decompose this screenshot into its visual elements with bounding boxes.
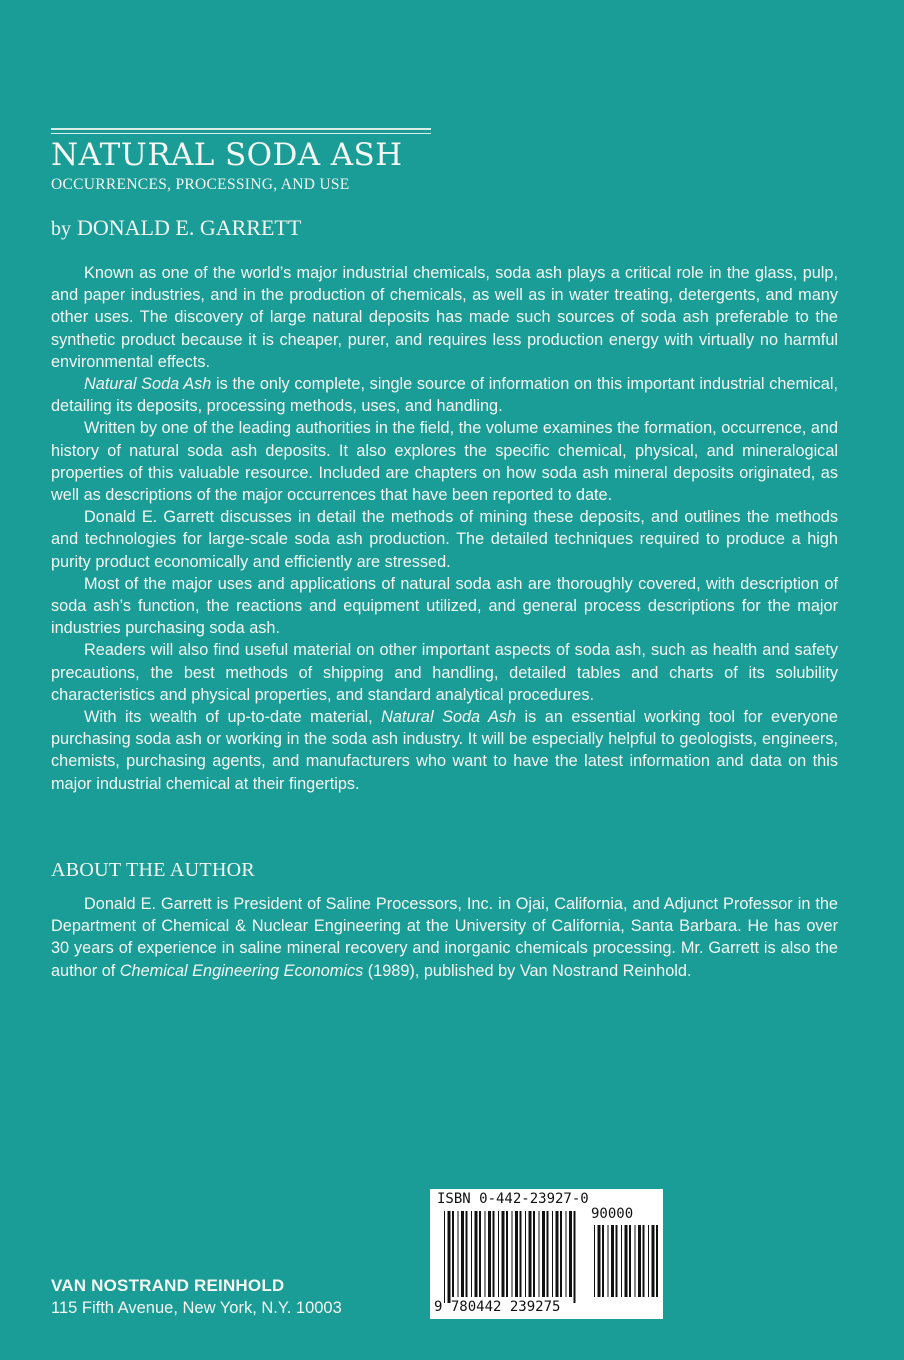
about-author-paragraph <box>51 893 838 982</box>
publisher-name: VAN NOSTRAND REINHOLD <box>51 1276 285 1295</box>
author-name: DONALD E. GARRETT <box>77 215 302 240</box>
barcode-bar <box>529 1211 532 1297</box>
barcode-bar <box>629 1225 631 1297</box>
description-paragraph-6: Readers will also find useful material on other important aspects of soda ash, such as health and safety precautions, the best methods of shipping and handling, detailed tables and charts of its solubility characteristics and physical properties, and standard analytical procedures. <box>51 641 838 704</box>
publisher-block <box>51 1275 342 1319</box>
book-description <box>51 262 838 795</box>
book-title-italic: Natural Soda Ash <box>381 708 517 727</box>
about-author <box>51 893 838 982</box>
book-title: NATURAL SODA ASH <box>51 137 403 173</box>
barcode-bar <box>635 1225 636 1297</box>
barcode-bar <box>502 1211 505 1297</box>
barcode-bar <box>566 1211 567 1297</box>
about-author-heading: ABOUT THE AUTHOR <box>51 859 256 881</box>
book-title-italic: Natural Soda Ash <box>84 375 212 394</box>
barcode-bar <box>452 1211 454 1297</box>
description-paragraph-7-start: With its wealth of up-to-date material, <box>84 708 382 727</box>
barcode-bar <box>598 1225 601 1297</box>
barcode-bar <box>556 1211 559 1297</box>
barcode-bar <box>656 1225 658 1297</box>
barcode-bar <box>569 1211 572 1297</box>
addon-bars <box>594 1225 658 1297</box>
barcode-bar <box>638 1225 641 1297</box>
barcode-bar <box>520 1211 522 1297</box>
description-paragraph-2-text: is the only complete, single source of information on this important industrial chemical, detailing its deposits, processing methods, uses, and handling. <box>51 375 838 416</box>
barcode-bar <box>611 1225 614 1297</box>
barcode-bar <box>552 1211 553 1297</box>
barcode-bar <box>488 1211 491 1297</box>
barcode-bar <box>466 1211 468 1297</box>
description-paragraph-2 <box>51 373 838 417</box>
title-block <box>51 128 431 195</box>
barcode-bar <box>458 1211 459 1297</box>
book-subtitle: OCCURRENCES, PROCESSING, AND USE <box>51 176 350 193</box>
byline-prefix: by <box>51 218 71 240</box>
barcode-bar <box>479 1211 481 1297</box>
barcode-bar <box>461 1211 464 1297</box>
barcode-bar <box>448 1211 451 1303</box>
publisher-address: 115 Fifth Avenue, New York, N.Y. 10003 <box>51 1299 342 1317</box>
barcode-bar <box>574 1211 576 1303</box>
description-paragraph-7-text: is an essential working tool for everyone purchasing soda ash or working in the soda ash industry. It will be especially helpful to geologists, engineers, chemists, purchasing agents, and manufacturers who want to have the latest information and data on this major industrial chemical at their fingertips. <box>51 708 838 793</box>
barcode-bar <box>444 1211 445 1303</box>
title-top-rule-thin <box>51 133 431 134</box>
barcode-bar <box>512 1211 513 1297</box>
barcode-bar <box>498 1211 499 1297</box>
barcode-bar <box>594 1225 595 1297</box>
isbn-label: ISBN 0-442-23927-0 <box>437 1191 589 1207</box>
barcode-bar <box>493 1211 495 1297</box>
barcode-bar <box>643 1225 645 1297</box>
barcode-bar <box>485 1211 486 1297</box>
barcode-bar <box>608 1225 609 1297</box>
barcode-bar <box>525 1211 526 1297</box>
barcode-addon-number: 90000 <box>591 1206 634 1222</box>
barcode-bar <box>621 1225 622 1297</box>
barcode-bar <box>602 1225 604 1297</box>
description-paragraph-7 <box>51 706 838 795</box>
title-top-rule <box>51 128 431 130</box>
about-text-start: Donald E. Garrett is President of Saline Processors, Inc. in Ojai, California, and Adjunct Professor in the Department of Chemical & Nuclear Engineering at the University of California, Santa Barbara. He has over 30 years of experience in saline mineral recovery and inorganic chemicals processing. Mr. Garrett is also the author of <box>51 895 838 980</box>
barcode-bar <box>542 1211 545 1297</box>
barcode-bar <box>616 1225 618 1297</box>
barcode-bar <box>539 1211 540 1297</box>
description-paragraph-5: Most of the major uses and applications of natural soda ash are thoroughly covered, with description of soda ash’s function, the reactions and equipment utilized, and general process descriptions for the major industries purchasing soda ash. <box>51 574 838 638</box>
barcode-bar <box>547 1211 549 1297</box>
barcode-bar <box>471 1211 472 1297</box>
barcode-bar <box>506 1211 508 1297</box>
barcode-bar <box>475 1211 478 1297</box>
about-text-end: (1989), published by Van Nostrand Reinhold. <box>363 961 692 980</box>
ean-bars <box>444 1211 576 1303</box>
barcode-bar <box>652 1225 655 1297</box>
barcode-bar <box>648 1225 649 1297</box>
description-paragraph-3: Written by one of the leading authorities in the field, the volume examines the formation, occurrence, and history of natural soda ash deposits. It also explores the specific chemical, physical, and mineralogical properties of this valuable resource. Included are chapters on how soda ash mineral deposits originated, as well as descriptions of the major occurrences that have been reported to date. <box>51 419 838 505</box>
description-paragraph-1: Known as one of the world’s major industrial chemicals, soda ash plays a critical role in the glass, pulp, and paper industries, and in the production of chemicals, as well as in water treating, detergents, and many other uses. The discovery of large natural deposits has made such sources of soda ash preferable to the synthetic product because it is cheaper, purer, and requires less production energy with virtually no harmful environmental effects. <box>51 264 838 371</box>
isbn-barcode <box>430 1189 663 1319</box>
barcode-bar <box>533 1211 535 1297</box>
barcode-ean-digits: 9 780442 239275 <box>434 1299 561 1315</box>
barcode-bar <box>515 1211 518 1297</box>
other-book-title: Chemical Engineering Economics <box>119 961 364 980</box>
barcode-bar <box>625 1225 628 1297</box>
byline <box>51 214 301 243</box>
barcode-bar <box>560 1211 562 1297</box>
description-paragraph-4: Donald E. Garrett discusses in detail the methods of mining these deposits, and outlines the methods and technologies for large-scale soda ash production. The detailed techniques required to produce a high purity product economically and efficiently are stressed. <box>51 508 838 571</box>
